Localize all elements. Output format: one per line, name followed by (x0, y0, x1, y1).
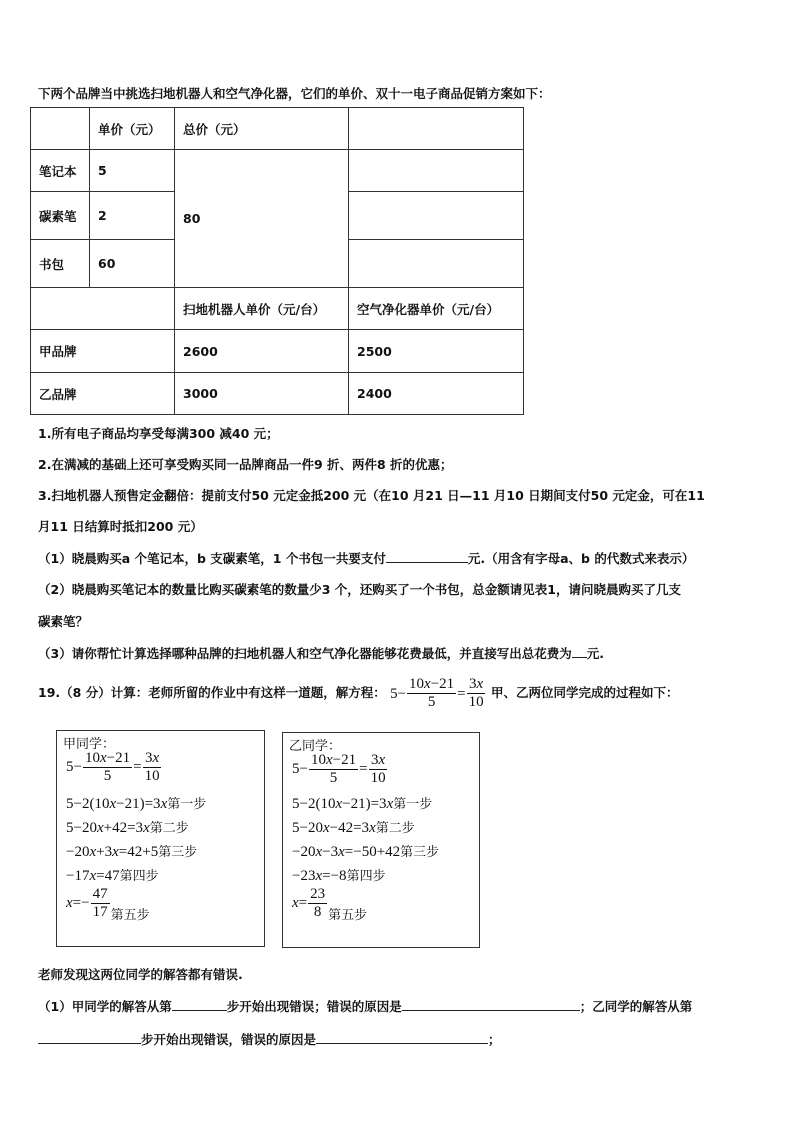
equation-line: −20x+3x=42+5第三步 (66, 844, 198, 860)
brand-price-cell: 2500 (349, 330, 524, 373)
question-3 (38, 643, 604, 662)
equation-line: 5−20x−42=3x第二步 (292, 820, 415, 836)
equation-line: 5−2(10x−21)=3x第一步 (66, 796, 207, 812)
equation-line: 5−20x+42=3x第二步 (66, 820, 189, 836)
table-header-cell: 扫地机器人单价（元/台） (175, 288, 349, 330)
step-label: 第二步 (149, 821, 189, 836)
table-header-cell: 单价（元） (90, 108, 175, 150)
equation-line: −17x=47第四步 (66, 868, 159, 884)
table-cell (349, 192, 524, 240)
step-label: 第一步 (393, 797, 433, 812)
table-cell (31, 108, 90, 150)
question-1-suffix: 元.（用含有字母a、b 的代数式来表示） (467, 551, 695, 566)
table-cell (349, 240, 524, 288)
table-cell (31, 288, 175, 330)
rule-1: 1.所有电子商品均享受每满300 减40 元； (38, 426, 279, 441)
step-label: 第一步 (167, 797, 207, 812)
problem-19 (38, 677, 679, 710)
table-row (31, 373, 524, 415)
question-19-1-continued (38, 1029, 501, 1048)
step-label: 第五步 (110, 907, 150, 923)
brand-name-cell: 乙品牌 (31, 373, 175, 415)
table-cell (349, 150, 524, 192)
answer-blank[interactable] (402, 996, 580, 1011)
rule-3-continued: 月11 日结算时抵扣200 元） (38, 519, 203, 534)
q19-1-text: 步开始出现错误，错误的原因是 (141, 1032, 317, 1047)
q19-1-text: ； (488, 1032, 501, 1047)
table-header-cell: 空气净化器单价（元/台） (349, 288, 524, 330)
answer-blank[interactable] (572, 643, 587, 658)
answer-blank[interactable] (316, 1029, 488, 1044)
rule-2: 2.在满减的基础上还可享受购买同一品牌商品一件9 折、两件8 折的优惠； (38, 457, 453, 472)
table-row (31, 108, 524, 150)
step-label: 第五步 (328, 907, 368, 923)
brand-price-cell: 2400 (349, 373, 524, 415)
q19-1-text: ；乙同学的解答从第 (579, 999, 693, 1014)
item-price-cell: 60 (90, 240, 175, 288)
question-1-text: （1）晓晨购买a 个笔记本，b 支碳素笔，1 个书包一共要支付 (38, 551, 386, 566)
rule-3: 3.扫地机器人预售定金翻倍：提前支付50 元定金抵200 元（在10 月21 日—11 月10 日期间支付50 元定金，可在11 (38, 488, 705, 503)
brand-price-cell: 2600 (175, 330, 349, 373)
item-price-cell: 5 (90, 150, 175, 192)
question-3-suffix: 元. (586, 646, 604, 661)
total-price-cell: 80 (175, 150, 349, 288)
question-1 (38, 548, 694, 567)
step-label: 第三步 (158, 845, 198, 860)
problem-19-suffix: 甲、乙两位同学完成的过程如下： (491, 685, 679, 700)
table-row (31, 288, 524, 330)
question-2-continued: 碳素笔？ (38, 614, 89, 629)
solution-box-jia (56, 730, 265, 947)
q19-1-text: 步开始出现错误；错误的原因是 (226, 999, 402, 1014)
question-2: （2）晓晨购买笔记本的数量比购买碳素笔的数量少3 个，还购买了一个书包，总金额请见表1，请问晓晨购买了几支 (38, 582, 681, 597)
intro-text: 下两个品牌当中挑选扫地机器人和空气净化器，它们的单价、双十一电子商品促销方案如下： (38, 86, 551, 101)
solution-label: 乙同学： (289, 739, 342, 754)
step-label: 第三步 (400, 845, 440, 860)
item-name-cell: 书包 (31, 240, 90, 288)
price-table (30, 107, 524, 415)
equation-line: 5− $\frac{10x-21}{5}$ = $\frac{3x}{10}$ (292, 752, 386, 786)
step-label: 第四步 (119, 869, 159, 884)
item-name-cell: 笔记本 (31, 150, 90, 192)
question-19-1 (38, 996, 692, 1015)
q19-1-text: （1）甲同学的解答从第 (38, 999, 172, 1014)
table-row (31, 330, 524, 373)
equation: 5− $\frac{10x-21}{5}$ = $\frac{3x}{10}$ (390, 676, 484, 710)
equation-line: −23x=−8第四步 (292, 868, 386, 884)
problem-19-prefix: 19.（8 分）计算：老师所留的作业中有这样一道题，解方程： (38, 685, 386, 700)
brand-name-cell: 甲品牌 (31, 330, 175, 373)
answer-blank[interactable] (172, 996, 227, 1011)
question-3-text: （3）请你帮忙计算选择哪种品牌的扫地机器人和空气净化器能够花费最低，并直接写出总花费为 (38, 646, 572, 661)
equation-line: x=− $\frac{47}{17}$ 第五步 (66, 886, 150, 923)
equation-line: −20x−3x=−50+42第三步 (292, 844, 440, 860)
table-cell (349, 108, 524, 150)
equation-line: 5− $\frac{10x-21}{5}$ = $\frac{3x}{10}$ (66, 750, 160, 784)
item-price-cell: 2 (90, 192, 175, 240)
solution-box-yi (282, 732, 480, 948)
item-name-cell: 碳素笔 (31, 192, 90, 240)
solution-label: 甲同学： (63, 737, 116, 752)
answer-blank[interactable] (386, 548, 468, 563)
table-header-cell: 总价（元） (175, 108, 349, 150)
teacher-note: 老师发现这两位同学的解答都有错误. (38, 967, 243, 982)
equation-line: x= $\frac{23}{8}$ 第五步 (292, 886, 368, 923)
equation-line: 5−2(10x−21)=3x第一步 (292, 796, 433, 812)
table-row (31, 150, 524, 192)
step-label: 第二步 (375, 821, 415, 836)
step-label: 第四步 (346, 869, 386, 884)
brand-price-cell: 3000 (175, 373, 349, 415)
answer-blank[interactable] (38, 1029, 141, 1044)
